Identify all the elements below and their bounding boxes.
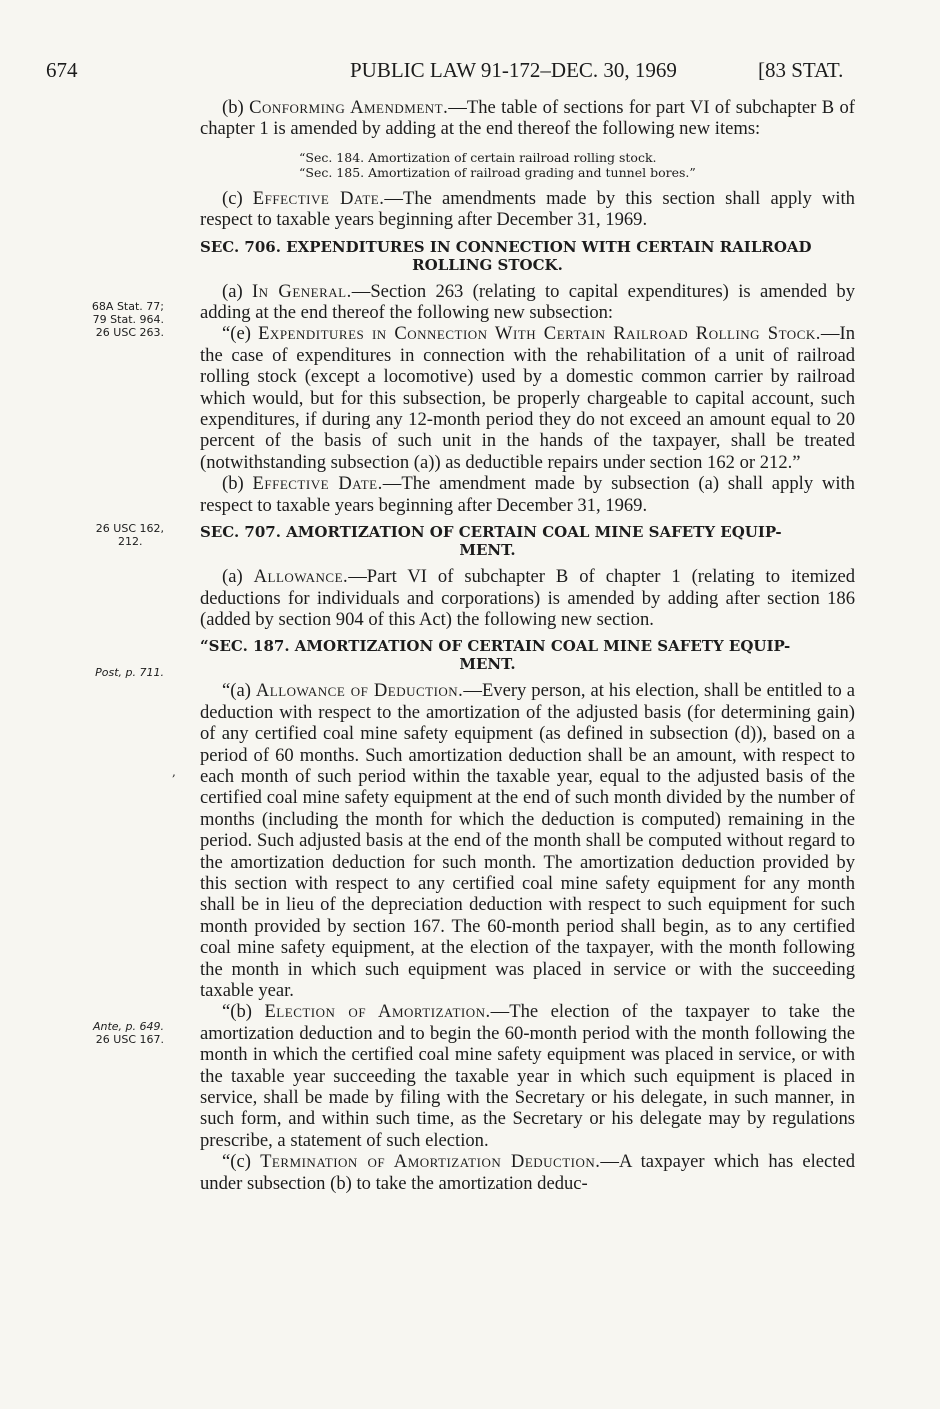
table-item: “Sec. 184. Amortization of certain railroad rolling stock.	[299, 149, 657, 165]
margin-note-citation-4	[14, 1020, 164, 1046]
margin-note-line: Ante, p. 649.	[92, 1020, 164, 1033]
table-item: “Sec. 185. Amortization of railroad grading and tunnel bores.”	[299, 164, 696, 180]
paragraph-allowance: (a) Allowance.—Part VI of subchapter B of chapter 1 (relating to itemized deductions for individuals and corporations) is amended by adding after section 186 (added by section 904 of this Act) the following new section.	[200, 566, 855, 630]
subsection-heading: Allowance of Deduction.	[255, 680, 464, 702]
paragraph-allowance-of-deduction: “(a) Allowance of Deduction.—Every person, at his election, shall be entitled to a deduction with respect to the amortization of the adjusted basis (for determining gain) of any certified coal mine safety equipment (as defined in subsection (d)), based on a period of 60 months. Such amortization deduction shall be an amount, with respect to each month of such period within the taxable year, equal to the adjusted basis of the certified coal mine safety equipment at the end of such month divided by the number of months (including the month for which the deduction is computed) remaining in the period. Such adjusted basis at the end of the month shall be computed without regard to the amortization deduction for such month. The amortization deduction provided by this section with respect to any certified coal mine safety equipment for any month shall be in lieu of the depreciation deduction with respect to such equipment for such month provided by section 167. The 60-month period shall begin, as to any certified coal mine safety equipment, at the election of the taxpayer, with the month following the month in which such equipment was placed in service or with the succeeding taxable year.	[200, 680, 855, 1001]
subsection-heading: Election of Amortization.	[264, 1001, 491, 1023]
margin-note-citation-1	[14, 300, 164, 339]
page-number: 674	[46, 58, 78, 82]
page-header	[0, 58, 940, 88]
section-707-heading: SEC. 707. AMORTIZATION OF CERTAIN COAL MINE SAFETY EQUIP- MENT.	[200, 523, 782, 560]
document-body	[200, 97, 855, 1194]
margin-note-line: 26 USC 162,	[95, 522, 164, 535]
margin-note-line: 68A Stat. 77;	[91, 300, 164, 313]
margin-note-citation-2	[14, 522, 164, 548]
header-stat-ref: [83 STAT.	[758, 58, 844, 82]
margin-note-line: 26 USC 263.	[95, 326, 164, 339]
section-706-heading: SEC. 706. EXPENDITURES IN CONNECTION WITH CERTAIN RAILROAD ROLLING STOCK.	[200, 237, 812, 274]
margin-note-line: 79 Stat. 964.	[92, 313, 164, 326]
margin-note-line: 212.	[118, 535, 143, 548]
subsection-heading: In General.	[251, 280, 352, 302]
paragraph-election-of-amortization: “(b) Election of Amortization.—The election of the taxpayer to take the amortization deduction and to begin the 60-month period with the month following the month in which the certified coal mine safety equipment was placed in service, or with the taxable year succeeding the taxable year in which such equipment is placed in service, shall be made by filing with the Secretary or his delegate, in such manner, in such form, and within such time, as the Secretary or his delegate may by regulations prescribe, a statement of such election.	[200, 1001, 855, 1151]
subsection-heading: Expenditures in Connection With Certain Railroad Rolling Stock.	[258, 323, 821, 345]
margin-note-line: 26 USC 167.	[95, 1033, 164, 1046]
subsection-heading: Termination of Amortization Deduction.	[260, 1151, 601, 1173]
subsection-heading: Conforming Amendment.	[249, 97, 449, 118]
subsection-heading: Effective Date.	[252, 187, 385, 209]
margin-note-citation-3: Post, p. 711.	[95, 666, 164, 679]
subsection-heading: Allowance.	[253, 566, 349, 588]
subsection-heading: Effective Date.	[252, 473, 383, 495]
paragraph-conforming-amendment: (b) Conforming Amendment.—The table of sections for part VI of subchapter B of chapter 1 is amended by adding at the end thereof the following new items:	[200, 97, 855, 140]
paragraph-subsection-e: “(e) Expenditures in Connection With Certain Railroad Rolling Stock.—In the case of expenditures in connection with the rehabilitation of a unit of railroad rolling stock (except a locomotive) used by a domestic common carrier by railroad which would, but for this subsection, be properly chargeable to capital account, such expenditures, if during any 12-month period they do not exceed an amount equal to 20 percent of the basis of such unit in the hands of the taxpayer, shall be treated (notwithstanding subsection (a)) as deductible repairs under section 162 or 212.”	[200, 323, 855, 473]
margin-dot: ,	[172, 765, 176, 779]
header-title: PUBLIC LAW 91-172–DEC. 30, 1969	[350, 58, 677, 82]
paragraph-effective-date-1: (c) Effective Date.—The amendments made by this section shall apply with respect to taxable years beginning after December 31, 1969.	[200, 187, 855, 231]
paragraph-termination: “(c) Termination of Amortization Deduction.—A taxpayer which has elected under subsection (b) to take the amortization deduc-	[200, 1151, 855, 1194]
table-of-sections	[299, 150, 855, 180]
section-187-heading: “SEC. 187. AMORTIZATION OF CERTAIN COAL MINE SAFETY EQUIP- MENT.	[200, 637, 791, 674]
paragraph-in-general: (a) In General.—Section 263 (relating to capital expenditures) is amended by adding at the end thereof the following new subsection:	[200, 280, 855, 324]
paragraph-effective-date-2: (b) Effective Date.—The amendment made by subsection (a) shall apply with respect to taxable years beginning after December 31, 1969.	[200, 473, 855, 516]
